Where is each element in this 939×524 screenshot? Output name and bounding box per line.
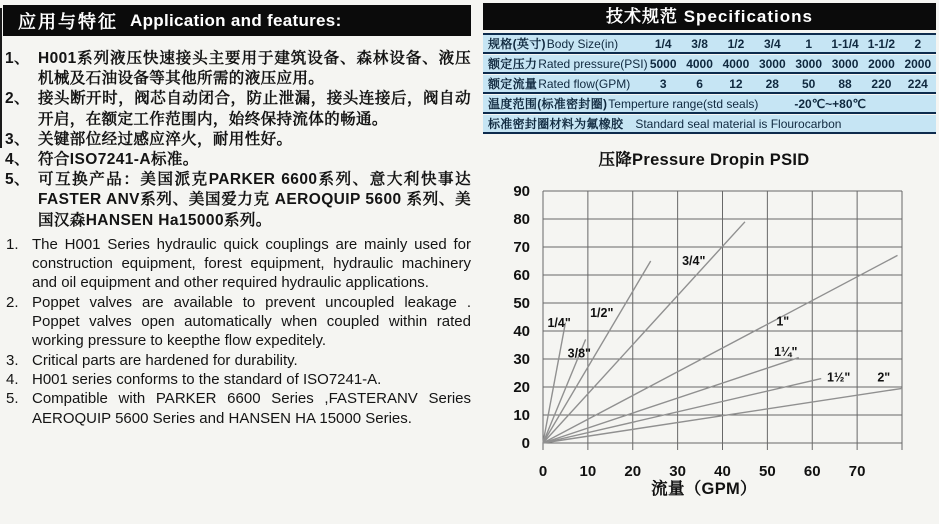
specifications-section [483,3,936,512]
table-row-rated-pressure [483,55,936,74]
table-cell: 4000 [686,56,713,71]
table-cell: 2000 [868,56,895,71]
list-marker: 5、 [5,171,30,189]
svg-text:10: 10 [513,407,530,424]
list-marker: 4. [6,370,19,388]
row-label-zh: 标准密封圈材料为氟橡胶 [488,117,624,131]
table-cell: 3/4 [763,36,781,51]
list-marker: 2. [6,293,19,311]
table-cell: 3000 [795,56,823,71]
row-label [483,115,841,132]
svg-text:30: 30 [669,463,686,480]
svg-text:50: 50 [513,295,530,312]
table-cell: 5000 [649,56,677,71]
table-cell: 6 [696,76,703,91]
table-cell: 3000 [758,56,786,71]
svg-text:40: 40 [513,323,530,340]
table-cell: 3/8 [691,36,708,51]
svg-text:40: 40 [714,463,731,480]
table-cell: 12 [729,76,743,91]
list-marker: 1、 [5,50,30,67]
row-label-zh: 规格(英寸) [488,37,546,51]
table-cell: 2000 [904,56,932,71]
table-row-body-size [483,35,936,54]
list-marker: 3. [6,351,19,369]
list-text: 符合ISO7241-A标准。 [38,151,199,169]
list-item [3,351,471,370]
svg-text:60: 60 [513,267,530,284]
page-edge-line [0,8,2,148]
list-marker: 4、 [5,151,30,169]
table-cell: 3000 [831,56,859,71]
svg-text:20: 20 [513,379,530,396]
application-features-section [3,5,471,428]
list-text: The H001 Series hydraulic quick couplings are mainly used for construction equipment, forest equipment, hydraulic machinery and oil equipment and other required hydraulic applications. [32,235,471,292]
list-text: 可互换产品：美国派克PARKER 6600系列、意大利快事达 FASTER ANV系列、美国爱力克 AEROQUIP 5600 系列、美国汉森HANSEN Ha15000系列。 [38,171,471,229]
list-item [3,370,471,389]
row-label-zh: 温度范围(标准密封圈) [488,97,608,111]
row-label-zh: 额定流量 [488,77,538,91]
list-text: 接头断开时，阀芯自动闭合，防止泄漏，接头连接后，阀自动开启，在额定工作范围内，始终保持流体的畅通。 [38,90,471,128]
table-cell: 224 [907,76,928,91]
list-marker: 2、 [5,90,30,108]
svg-text:70: 70 [848,463,866,480]
series-line [543,379,821,443]
series-label: 3/8" [567,346,591,361]
section-header-specifications: 技术规范 Specifications [483,3,936,30]
table-cell: 1 [805,36,813,51]
series-label: 3/4" [682,254,706,269]
table-cell: 1-1/4 [831,36,859,51]
series-label: 1/2" [590,306,614,320]
section-header-application [3,5,471,36]
table-cell: 1/2 [727,36,745,51]
chart-xlabel: 流量（GPM） [651,480,757,498]
table-cell: 220 [871,76,892,91]
row-label-en: Rated flow(GPM) [538,77,631,91]
features-list-zh [3,49,471,231]
table-cell: 88 [838,76,852,91]
list-item [3,49,471,89]
list-item [3,235,471,293]
row-label-en: Standard seal material is Flourocarbon [635,117,842,131]
svg-text:50: 50 [759,463,776,480]
series-label: 1/4" [547,315,571,330]
list-item [3,130,471,150]
series-label: 1¼" [774,345,798,360]
row-label-en: Temperture range(std seals) [608,97,759,111]
list-item [3,170,471,231]
table-row-seal-material [483,115,936,134]
svg-text:0: 0 [521,435,530,452]
header-title-en: Application and features: [130,10,342,30]
svg-text:10: 10 [579,463,597,480]
list-item [3,293,471,351]
list-item [3,389,471,428]
temperature-range-value: -20℃~+80℃ [794,96,867,111]
svg-text:30: 30 [513,351,530,368]
table-cell: 50 [802,76,816,91]
row-label-en: Rated pressure(PSI) [538,57,648,71]
table-cell: 2 [914,36,922,51]
table-cell: 1/4 [654,36,672,51]
chart-title: 压降Pressure Dropin PSID [598,151,810,169]
header-title-zh: 应用与特征 [18,11,118,32]
svg-text:60: 60 [803,463,821,480]
row-label-en: Body Size(in) [546,37,619,51]
list-item [3,89,471,129]
series-line [543,261,651,443]
row-label [483,95,758,112]
row-label [483,55,648,72]
list-marker: 1. [6,235,19,253]
table-cell: 1-1/2 [867,36,896,51]
series-label: 1" [776,314,790,329]
svg-text:20: 20 [624,463,642,480]
svg-text:90: 90 [513,183,530,200]
svg-text:0: 0 [538,463,548,480]
list-text: Critical parts are hardened for durability. [32,351,298,369]
list-text: Compatible with PARKER 6600 Series ,FASTERANV Series AEROQUIP 5600 Series and HANSEN HA 15000 Series. [32,390,471,427]
list-text: H001 series conforms to the standard of ISO7241-A. [32,370,382,388]
row-label [483,35,645,52]
table-cell: 28 [765,76,779,91]
row-label-zh: 额定压力 [488,57,538,71]
list-item [3,150,471,170]
series-label: 2" [877,370,891,385]
svg-text:70: 70 [513,239,530,256]
list-marker: 3、 [5,130,30,148]
svg-text:80: 80 [513,211,530,228]
list-text: Poppet valves are available to prevent uncoupled leakage . Poppet valves open automatically when coupled within rated working pressure to keepthe flow expeditely. [32,293,471,350]
list-text: H001系列液压快速接头主要用于建筑设备、森林设备、液压机械及石油设备等其他所需的液压应用。 [38,50,471,88]
series-label: 1½" [827,370,851,385]
row-label [483,75,645,92]
table-row-rated-flow [483,75,936,94]
table-row-temperature-range [483,95,936,114]
list-marker: 5. [6,390,19,408]
list-text: 关键部位经过感应淬火，耐用性好。 [38,130,293,148]
table-cell: 3 [659,76,667,91]
table-cell: 4000 [722,56,750,71]
features-list-en [3,235,471,428]
pressure-drop-chart [483,138,939,512]
specifications-table [483,33,936,134]
